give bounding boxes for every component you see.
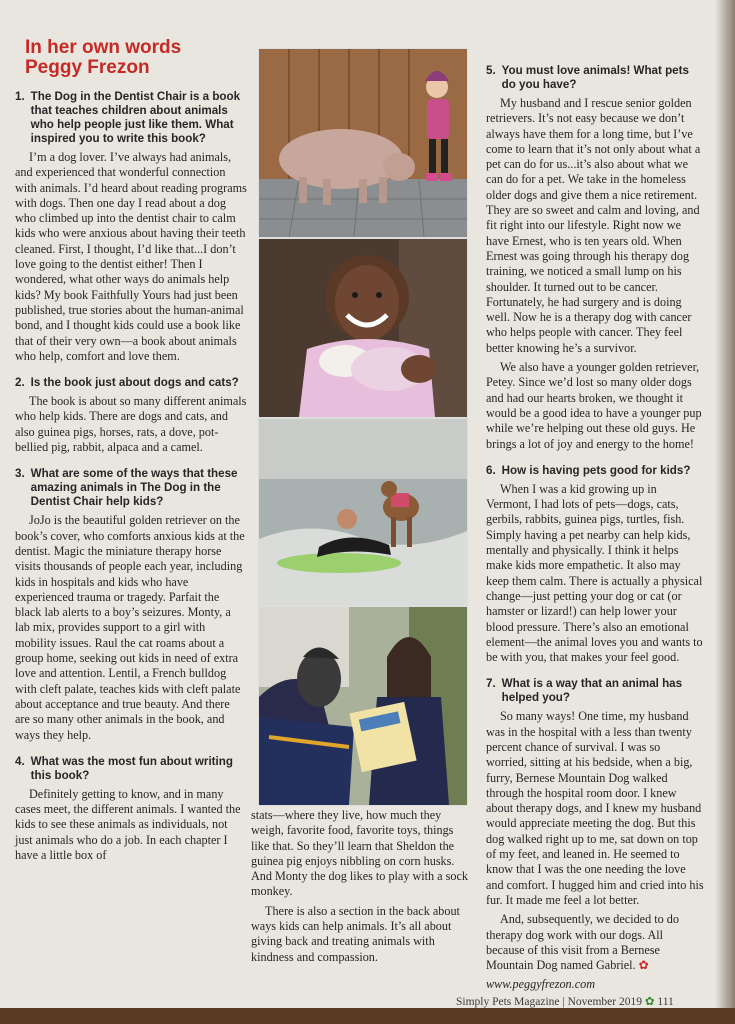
answer-3: JoJo is the beautiful golden retriever on the book’s cover, who comforts anxious kids at the dentist. Magic the miniature therapy horse visits thousands of people each year, including kids in hospitals and kids who have experienced trauma or tragedy. Parfait the black lab alerts to a boy’s seizures. Monty, a lab mix, provides support to a girl with mobility issues. Raul the cat roams about a group home, seeking out kids in need of extra love and attention. Lentil, a French bulldog with cleft palate, teaches kids with cleft palate about acceptance and true beauty. And there are so many other animals in the book, and ways they help. [15, 513, 245, 742]
column-left [15, 38, 247, 867]
photo-boy-surfing-with-dog [258, 418, 468, 606]
answer-5-paragraph-1: My husband and I rescue senior golden retrievers. It’s not easy because we don’t always have them for a long time, but I’ve come to learn that it’s not only about what a pet can do for us...it’s also about what we can do for a pet. We take in the homeless older dogs and give them a nice retirement. They are so sweet and calm and loving, and fit right into our lifestyle. Right now we have Ernest, who is ten years old. When Ernest was going through his therapy dog training, we noticed a small lump on his shoulder. It turned out to be cancer. Fortunately, he had surgery and is doing well. Now he is a therapy dog with cancer who helps people with cancer. They feel better knowing he’s a survivor. [486, 96, 701, 355]
photo-pig-and-girl [258, 48, 468, 238]
answer-6: When I was a kid growing up in Vermont, I had lots of pets—dogs, cats, gerbils, rabbits, guinea pigs, turtles, fish. Simply having a pet nearby can help kids, mentally and physically. I think it helps make kids more empathetic. It also may keep them calm. There is actually a physical change—just petting your dog or cat (or hamster or lizard!) can help lower your blood pressure. There’s also an emotional element—the animal loves you and wants to be with you, that makes your feel good. [486, 481, 703, 665]
column-right [486, 64, 704, 993]
page-edge-shadow [715, 0, 735, 1024]
footer-separator: | [562, 996, 565, 1008]
table-surface [0, 1008, 735, 1024]
answer-2: The book is about so many different animals who help kids. There are dogs and cats, and also guinea pigs, horses, rats, a dove, pot-bellied pig, rabbit, alpaca and a camel. [15, 394, 247, 455]
answer-4: Definitely getting to know, and in many cases meet, the different animals. I wanted the kids to see these animals as individuals, not just animals who do a job. In each chapter I have a little box of [15, 786, 241, 862]
column-middle-continued [251, 808, 473, 969]
issue-date: November 2019 [567, 996, 642, 1008]
answer-1: I’m a dog lover. I’ve always had animals, and experienced that wonderful connection with animals. I’d heard about reading programs with dogs. Then one day I read about a dog who climbed up into the dentist chair to calm kids who were anxious about having their teeth cleaned. First, I thought, I’d like that...I don’t love going to the dentist either! Then I wondered, what other ways do animals help kids? My book Faithfully Yours had just been published, true stories about the human-animal bond, and I thought kids could use a book like that of their very own—a book about animals who help, comfort and love them. [15, 150, 247, 363]
website-link[interactable]: www.peggyfrezon.com [486, 977, 595, 992]
magazine-name: Simply Pets Magazine [456, 996, 560, 1008]
answer-7-paragraph-1: So many ways! One time, my husband was in the hospital with a less than twenty percent chance of survival. I was so worried, sitting at his bedside, when a big, furry, Bernese Mountain Dog walked through the hospital room door. I knew about therapy dogs, and I knew my husband would appreciate meeting the dog. But this dog walked right up to me, sat down on top of my feet, and leaned in. He seemed to know that I was the one needing the love and comfort. I hugged him and cried into his fur. It made me feel a lot better. [486, 709, 704, 907]
answer-4-continued-2: There is also a section in the back about ways kids can help animals. It’s all about giving back and treating animals with kindness and compassion. [251, 903, 460, 964]
question-1: 1. The Dog in the Dentist Chair is a book that teaches children about animals who help people just like them. What inspired you to write this book? [15, 90, 241, 145]
question-7: 7. What is a way that an animal has helped you? [486, 677, 683, 705]
question-5: 5. You must love animals! What pets do you have? [486, 64, 689, 91]
answer-4-continued-1: stats—where they live, how much they weigh, favorite food, favorite toys, things like that. So they’ll learn that Sheldon the guinea pig enjoys nibbling on corn husks. And Monty the dog likes to play with a sock monkey. [251, 808, 468, 899]
question-6: 6. How is having pets good for kids? [486, 463, 691, 477]
photo-girl-with-guinea-pig [258, 238, 468, 418]
question-2: 2. Is the book just about dogs and cats? [15, 376, 239, 390]
page-number: 111 [657, 996, 674, 1008]
page-footer [456, 994, 674, 1008]
question-4: 4. What was the most fun about writing this book? [15, 754, 233, 782]
paw-footer-icon: ✿ [644, 996, 655, 1008]
article-title: In her own words Peggy Frezon [25, 37, 182, 78]
answer-5-paragraph-2: We also have a younger golden retriever, Petey. Since we’d lost so many older dogs and had our hearts broken, we thought it would be a good idea to have a younger pup while we’re helping out these old guys. He brings a lot of joy and energy to the home! [486, 360, 702, 451]
question-3: 3. What are some of the ways that these amazing animals in The Dog in the Dentist Chair help kids? [15, 467, 238, 509]
photo-girl-reading-to-horse [258, 606, 468, 806]
paw-icon: ✿ [638, 958, 649, 973]
answer-7-paragraph-2: And, subsequently, we decided to do therapy dog work with our dogs. All because of this visit from a Bernese Mountain Dog named Gabriel. ✿ [486, 912, 679, 973]
